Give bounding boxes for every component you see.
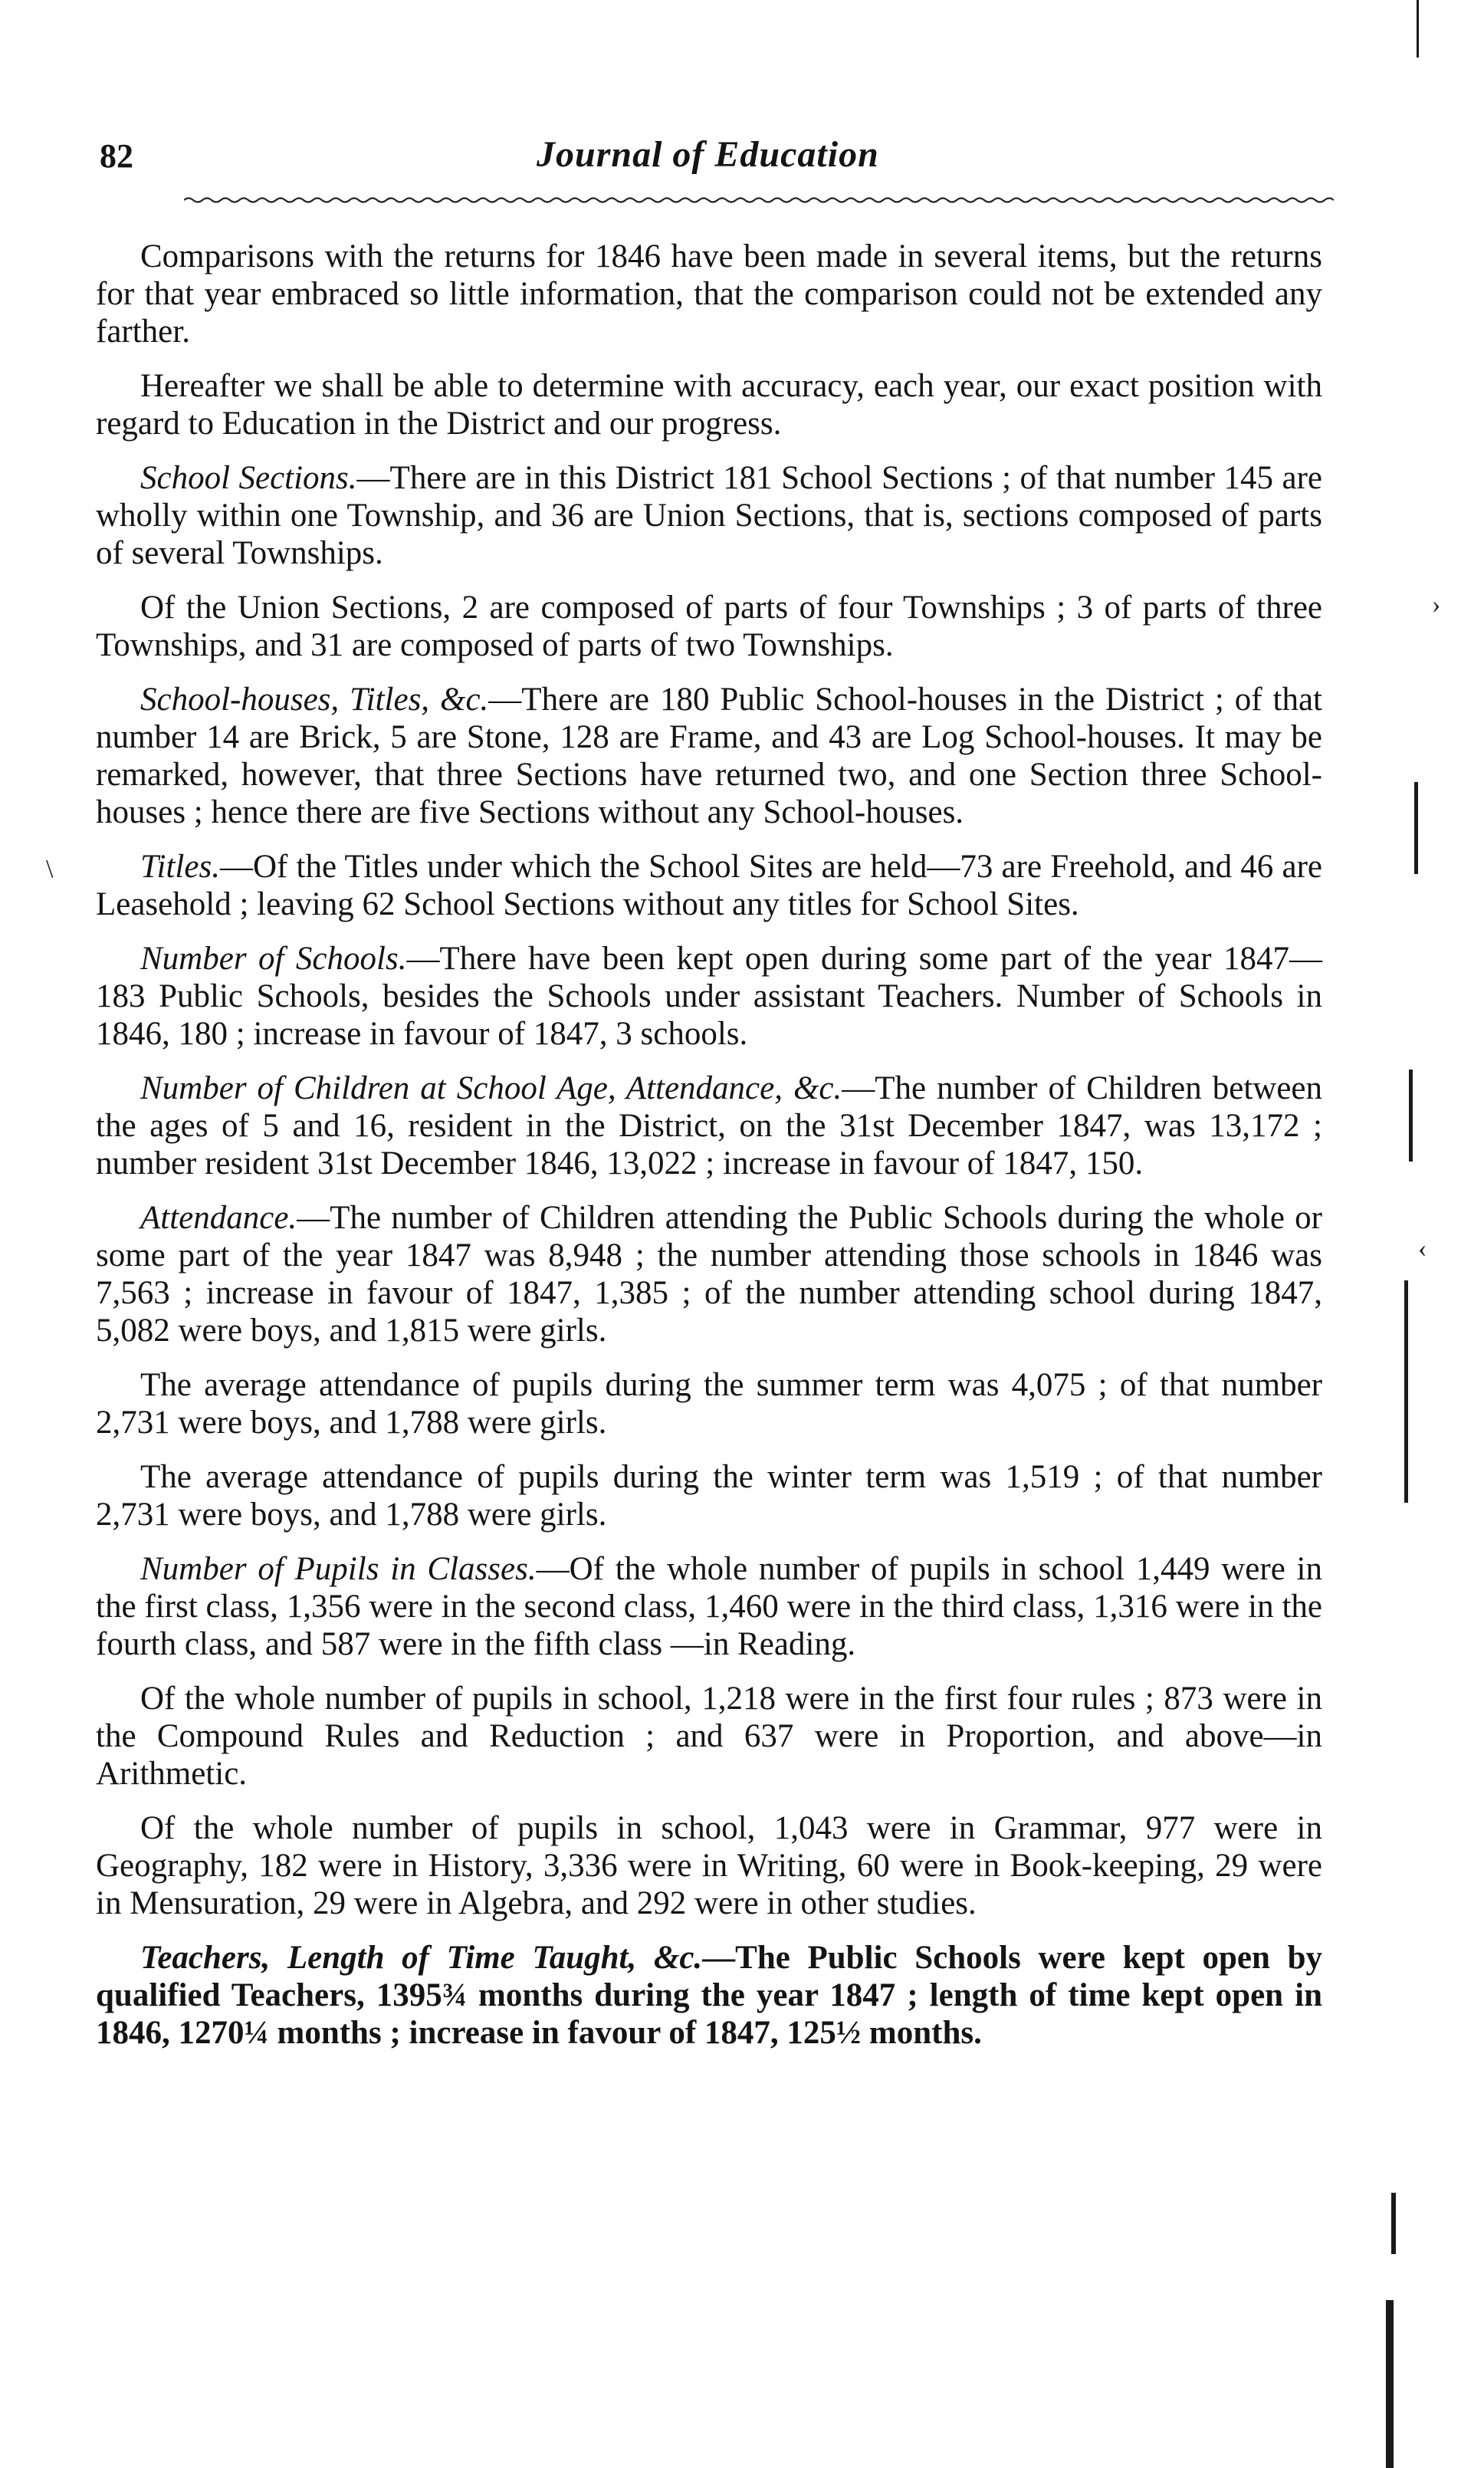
paragraph [96,681,1322,831]
paragraph [96,1199,1322,1349]
paragraph-text: —The Public Schools were kept open by qualified Teachers, 1395¾ months during the year 1847 ; length of time kept open in 1846, 1270¼ months ; increase in favour of 1847, 125½ months. [96,1940,1322,2051]
section-heading: School-houses, Titles, &c. [140,682,489,718]
margin-scan-line [1417,0,1419,58]
margin-speck: \ [46,855,54,883]
running-title: Journal of Education [537,134,879,175]
margin-speck: › [1432,590,1441,619]
paragraph [96,1939,1322,2052]
paragraph-text: Hereafter we shall be able to determine with accuracy, each year, our exact position with regard to Education in the District and our progress. [96,368,1322,442]
paragraph-text: Of the whole number of pupils in school, 1,043 were in Grammar, 977 were in Geography, 182 were in History, 3,336 were in Writing, 60 were in Book-keeping, 29 were in Mensuration, 29 were in Algebra, and 292 were in other studies. [96,1810,1322,1921]
page-header [100,132,1303,186]
section-heading: School Sections. [140,460,357,496]
paragraph-text: The average attendance of pupils during the summer term was 4,075 ; of that number 2,731 were boys, and 1,788 were girls. [96,1367,1322,1441]
page-number: 82 [100,137,133,175]
margin-scan-line [1404,1280,1408,1503]
paragraph-text: —There have been kept open during some part of the year 1847—183 Public Schools, besides the Schools under assistant Teachers. Number of Schools in 1846, 180 ; increase in favour of 1847, 3 schools. [96,941,1322,1052]
margin-scan-line [1414,782,1418,874]
paragraph-text: —Of the Titles under which the School Sites are held—73 are Freehold, and 46 are Leasehold ; leaving 62 School Sections without any titles for School Sites. [96,849,1322,922]
paragraph [96,1458,1322,1533]
paragraph [96,1680,1322,1793]
paragraph [96,848,1322,923]
paragraph-text: —There are in this District 181 School Sections ; of that number 145 are wholly within one Township, and 36 are Union Sections, that is, sections composed of parts of several Townships. [96,460,1322,571]
paragraph [96,1366,1322,1441]
section-heading: Number of Children at School Age, Attendance, &c. [140,1070,842,1106]
paragraph [96,1070,1322,1182]
paragraph-text: The average attendance of pupils during the winter term was 1,519 ; of that number 2,731 were boys, and 1,788 were girls. [96,1459,1322,1533]
margin-speck: ‹ [1418,1234,1427,1263]
margin-scan-line [1386,2300,1394,2468]
paragraph [96,589,1322,664]
section-heading: Number of Schools. [140,941,407,977]
paragraph [96,367,1322,442]
paragraph [96,940,1322,1053]
margin-scan-line [1391,2193,1396,2254]
paragraph-text: —There are 180 Public School-houses in the District ; of that number 14 are Brick, 5 are Stone, 128 are Frame, and 43 are Log School-houses. It may be remarked, however, that three Sections have returned two, and one Section three School-houses ; hence there are five Sections without any School-houses. [96,682,1322,830]
paragraph [96,1809,1322,1922]
paragraph-text: Of the Union Sections, 2 are composed of parts of four Townships ; 3 of parts of three Townships, and 31 are composed of parts of two Townships. [96,590,1322,663]
paragraph-text: Comparisons with the returns for 1846 have been made in several items, but the returns for that year embraced so little information, that the comparison could not be extended any farther. [96,238,1322,350]
margin-scan-line [1409,1070,1413,1162]
section-heading: Number of Pupils in Classes. [140,1551,537,1587]
paragraph-text: —The number of Children between the ages of 5 and 16, resident in the District, on the 31st December 1847, was 13,172 ; number resident 31st December 1846, 13,022 ; increase in favour of 1847, 150. [96,1070,1322,1181]
paragraph-text: Of the whole number of pupils in school, 1,218 were in the first four rules ; 873 were in the Compound Rules and Reduction ; and 637 were in Proportion, and above—in Arithmetic. [96,1681,1322,1792]
section-heading: Attendance. [140,1200,297,1236]
section-heading: Titles. [140,849,220,885]
header-rule [184,196,1334,205]
paragraph-text: —The number of Children attending the Public Schools during the whole or some part of the year 1847 was 8,948 ; the number attending those schools in 1846 was 7,563 ; increase in favour of 1847, 1,385 ; of the number attending school during 1847, 5,082 were boys, and 1,815 were girls. [96,1200,1322,1349]
section-heading: Teachers, Length of Time Taught, &c. [140,1940,703,1976]
article-body [96,238,1322,2069]
paragraph [96,238,1322,350]
paragraph [96,1550,1322,1663]
paragraph [96,459,1322,572]
paragraph-text: —Of the whole number of pupils in school 1,449 were in the first class, 1,356 were in the second class, 1,460 were in the third class, 1,316 were in the fourth class, and 587 were in the fifth class —in Reading. [96,1551,1322,1662]
